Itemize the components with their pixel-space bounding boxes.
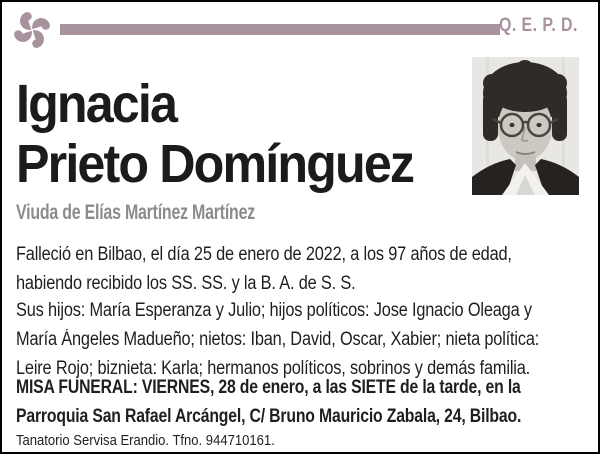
funeral-line-1: MISA FUNERAL: VIERNES, 28 de enero, a las SIETE de la tarde, en la [16, 377, 521, 398]
header-accent-bar [60, 24, 500, 35]
funeral-mass-paragraph [16, 373, 600, 431]
name-line-2: Prieto Domínguez [16, 134, 414, 194]
deceased-portrait-photo [472, 57, 579, 195]
lauburu-icon [8, 6, 56, 62]
family-paragraph [16, 296, 600, 383]
deceased-name [16, 74, 443, 194]
death-notice-paragraph [16, 240, 593, 298]
family-line-1: Sus hijos: María Esperanza y Julio; hijos políticos: Jose Ignacio Oleaga y [16, 300, 532, 321]
name-line-1: Ignacia [16, 74, 177, 134]
qepd-label: Q. E. P. D. [499, 15, 578, 36]
death-notice-line-2: habiendo recibido los SS. SS. y la B. A. de S. S. [16, 273, 356, 294]
funeral-line-2: Parroquia San Rafael Arcángel, C/ Bruno Mauricio Zabala, 24, Bilbao. [16, 406, 522, 427]
family-line-3: Leire Rojo; biznieta: Karla; hermanos políticos, sobrinos y demás familia. [16, 358, 531, 379]
funeral-home-note: Tanatorio Servisa Erandio. Tfno. 944710161. [16, 433, 275, 449]
family-line-2: María Ángeles Madueño; nietos: Iban, David, Oscar, Xabier; nieta política: [16, 329, 540, 350]
relation-subtitle: Viuda de Elías Martínez Martínez [16, 201, 255, 224]
death-notice-line-1: Falleció en Bilbao, el día 25 de enero de 2022, a los 97 años de edad, [16, 244, 512, 265]
